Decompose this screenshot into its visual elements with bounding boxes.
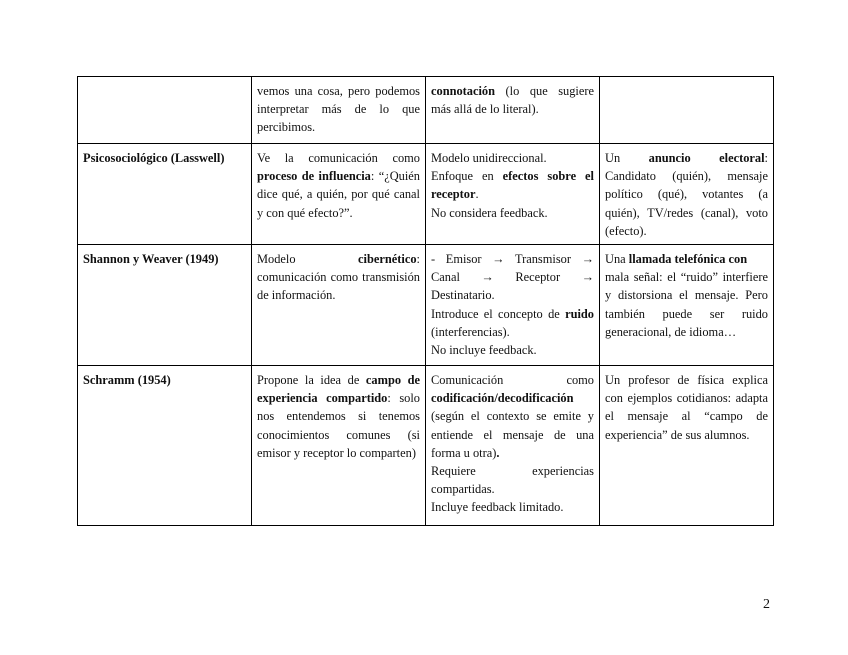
features-line: No incluye feedback.: [431, 343, 537, 358]
description-text: : solo nos entendemos si tenemos conocimientos comunes (si emisor y receptor lo comparten): [257, 391, 420, 460]
example-cell: [600, 245, 774, 366]
description-text: Propone la idea de: [257, 373, 366, 388]
features-line: Modelo unidireccional.: [431, 151, 547, 165]
example-cell: Un profesor de física explica con ejemplos cotidianos: adapta el mensaje al “campo de experiencia” de sus alumnos.: [600, 366, 774, 526]
example-text: : Candidato (quién), mensaje político (qué), votantes (a quién), TV/redes (canal), voto (efecto).: [605, 151, 768, 238]
features-text: (según el contexto se emite y entiende el mensaje de una forma u otra): [431, 409, 594, 460]
table-row: [78, 144, 774, 245]
features-text: Enfoque en: [431, 169, 503, 184]
table-row: [78, 245, 774, 366]
model-cell: [78, 77, 252, 144]
table-row: [78, 77, 774, 144]
model-cell: Psicosociológico (Lasswell): [78, 144, 252, 245]
example-text: mala señal: el “ruido” interfiere y distorsiona el mensaje. Pero también puede ser ruido generacional, de idioma…: [605, 270, 768, 339]
models-table: [77, 76, 774, 526]
bold-term: efectos sobre el receptor: [431, 169, 594, 202]
bold-term: campo de experiencia compartido: [257, 373, 421, 406]
bold-term: anuncio electoral: [648, 151, 765, 165]
bold-term: connotación: [431, 84, 496, 98]
example-cell: [600, 77, 774, 144]
features-cell: [426, 144, 600, 245]
features-line: Incluye feedback limitado.: [431, 500, 564, 515]
features-text: Introduce el concepto de: [431, 306, 566, 321]
bold-term: proceso de influencia: [257, 169, 371, 184]
model-cell: Schramm (1954): [78, 366, 252, 526]
features-cell: [426, 77, 600, 144]
description-text: Ve la comunicación como: [257, 151, 420, 165]
bold-term: .: [496, 445, 500, 460]
example-text: Una: [605, 252, 629, 267]
features-text: (lo que sugiere más allá de lo literal).: [431, 84, 594, 117]
description-text: : “¿Quién dice qué, a quién, por qué canal y con qué efecto?”.: [257, 169, 420, 220]
description-cell: [252, 366, 426, 526]
example-text: Un: [605, 151, 649, 165]
bold-term: cibernético: [358, 252, 417, 267]
description-text: Modelo: [257, 252, 359, 267]
bold-term: ruido: [565, 306, 594, 321]
description-cell: [252, 77, 426, 144]
example-cell: [600, 144, 774, 245]
bold-term: codificación/decodificación: [431, 391, 574, 406]
model-cell: Shannon y Weaver (1949): [78, 245, 252, 366]
description-text: vemos una cosa, pero podemos interpretar más de lo que percibimos.: [257, 84, 420, 135]
features-line: No considera feedback.: [431, 205, 548, 220]
description-text: : comunicación como transmisión de información.: [257, 252, 420, 303]
description-cell: [252, 245, 426, 366]
bold-term: llamada telefónica con: [628, 252, 748, 267]
features-text: Comunicación como: [431, 373, 594, 388]
features-cell: [426, 366, 600, 526]
features-cell: [426, 245, 600, 366]
features-text: (interferencias).: [431, 324, 510, 339]
table-row: [78, 366, 774, 526]
features-line: - Emisor → Transmisor → Canal → Receptor → Destinatario.: [431, 252, 594, 303]
description-cell: [252, 144, 426, 245]
page-number: 2: [763, 597, 770, 612]
features-text: .: [475, 187, 479, 202]
features-line: Requiere experiencias compartidas.: [431, 464, 594, 497]
